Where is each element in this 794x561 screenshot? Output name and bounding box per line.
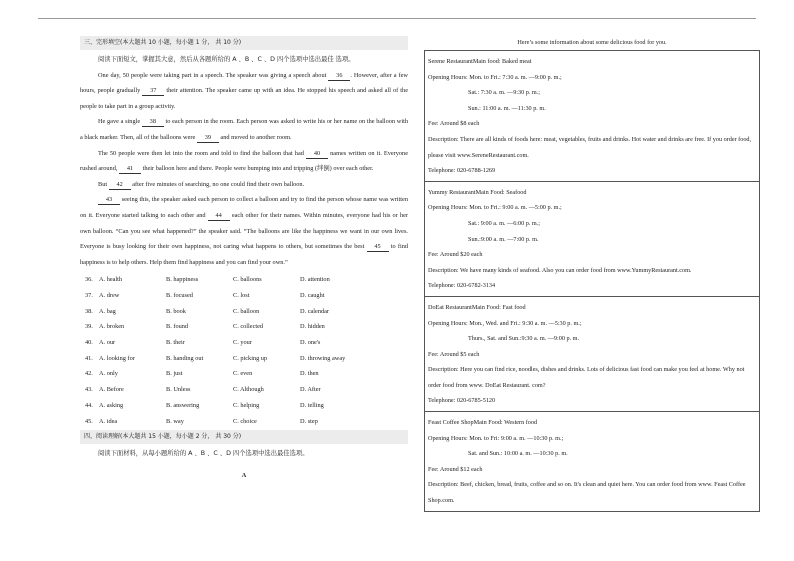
question-number: 38. — [85, 307, 93, 315]
option-b: B. answering — [166, 401, 200, 409]
option-a: A. only — [99, 370, 118, 378]
option-d: D. hidden — [300, 323, 325, 331]
restaurant-entry — [425, 181, 759, 296]
restaurant-entry — [425, 411, 759, 511]
entry-description: Description: Here you can find rice, noodles, dishes and drinks. Lots of delicious fast food can make you feel at home. Why not order food from www. DoEat Restaurant. com? — [428, 366, 745, 389]
entry-line: Feast Coffee ShopMain Food: Western food — [428, 419, 538, 427]
entry-line: Sat. and Sun.: 10:00 a. m. —10:30 p. m. — [468, 450, 568, 458]
entry-line: Opening Hours: Mon. to Fri.: 7:30 a. m. —9:00 p. m.; — [428, 73, 562, 81]
option-row — [80, 414, 408, 430]
option-row — [80, 366, 408, 382]
entry-line: Yummy RestaurantMain Food: Seafood — [428, 188, 527, 196]
option-b: B. their — [166, 339, 185, 347]
option-c: C. balloon — [233, 307, 260, 315]
option-d: D. calendar — [300, 307, 330, 315]
option-row — [80, 398, 408, 414]
entry-line: Sun.: 11:00 a. m. —11:30 p. m. — [468, 104, 546, 112]
blank-41: 41 — [119, 164, 141, 174]
option-b: B. found — [166, 323, 189, 331]
option-a: A. our — [99, 339, 116, 347]
section3-heading: 三、完形填空(本大题共 10 小题，每小题 1 分， 共 10 分) — [80, 36, 408, 50]
section4-instruction: 阅读下面材料，从每小题所给的 A 、B 、C 、D 四个选项中选出最佳选项。 — [98, 450, 309, 458]
blank-42: 42 — [109, 180, 131, 190]
entry-line: Serene RestaurantMain food: Baked meat — [428, 58, 532, 65]
option-d: D. attention — [300, 276, 330, 284]
question-number: 40. — [85, 339, 93, 347]
left-column — [80, 36, 408, 483]
option-d: D. telling — [300, 401, 324, 409]
passage-text: . However, after a few hours, people gradually — [80, 71, 408, 95]
restaurant-entry — [425, 296, 759, 411]
food-intro: Here’s some information about some delicious food for you. — [517, 39, 667, 46]
option-a: A. asking — [99, 401, 124, 409]
option-a: A. looking for — [99, 354, 135, 362]
option-a: A. bag — [99, 307, 116, 315]
header-rule — [38, 18, 756, 19]
entry-telephone: Telephone: 020-6782-3134 — [428, 282, 496, 290]
entry-line: Sat.: 9:00 a. m. —6:00 p. m.; — [468, 219, 541, 227]
entry-telephone: Telephone: 020-6788-1269 — [428, 167, 496, 175]
passage-text: after five minutes of searching, no one could find their own balloon. — [130, 180, 305, 188]
entry-line: DoEat RestaurantMain Food: Fast food — [428, 303, 526, 311]
option-a: A. broken — [99, 323, 125, 331]
blank-40: 40 — [306, 149, 328, 159]
passage-text: The 50 people were then let into the room and told to find the balloon that had — [98, 149, 307, 157]
entry-line: Fee: Around $20 each — [428, 251, 483, 259]
entry-line: Fee: Around $5 each — [428, 350, 480, 358]
option-c: C. choice — [233, 417, 257, 425]
option-row — [80, 382, 408, 398]
option-c: C. Although — [233, 386, 264, 394]
passage-paragraph — [80, 146, 408, 177]
option-b: B. Unless — [166, 386, 191, 394]
passage-paragraph — [80, 177, 408, 193]
option-row — [80, 351, 408, 367]
option-d: D. caught — [300, 292, 325, 299]
blank-38: 38 — [142, 117, 164, 127]
option-row — [80, 304, 408, 320]
blank-45: 45 — [367, 242, 389, 252]
entry-line: Opening Hours: Mon. to Fri.: 9:00 a. m. —5:00 p. m.; — [428, 204, 562, 212]
option-b: B. just — [166, 370, 183, 378]
option-a: A. health — [99, 276, 123, 284]
passage-text: their attention. The speaker came up with an idea. He stopped his speech and asked all of the people to take part in a group activity. — [80, 87, 408, 110]
passage-paragraph — [80, 68, 408, 115]
section3-instruction: 阅读下面短文，掌握其大意，然后从各题所给的 A 、B 、C 、D 四个选项中选出最佳 选项。 — [98, 56, 355, 63]
blank-39: 39 — [197, 133, 219, 143]
option-b: B. book — [166, 307, 186, 315]
restaurant-table — [424, 50, 760, 512]
option-a: A. drew — [99, 292, 120, 299]
passage-text: their balloon here and there. People were bumping into and tripping (绊倒) over each other. — [141, 165, 374, 173]
passage-paragraph — [80, 114, 408, 145]
question-number: 42. — [85, 370, 93, 378]
option-c: C. your — [233, 339, 252, 347]
option-b: B. happiness — [166, 276, 199, 284]
passage-text: to find happiness is to help others. Help them find happiness and you can find your own.” — [80, 243, 408, 266]
question-number: 37. — [85, 292, 93, 299]
option-c: C. picking up — [233, 354, 268, 362]
question-number: 39. — [85, 323, 93, 331]
passage-text: names written on it. Everyone rushed around, — [80, 149, 409, 173]
entry-description: Description: We have many kinds of seafood. Also you can order food from www.YummyRestaurant.com. — [428, 266, 692, 274]
entry-description: Description: Beef, chicken, bread, fruits, coffee and so on. It's clean and quiet here. You can order food from www. Feast Coffee Shop.com. — [428, 481, 746, 505]
section4-heading: 四、阅读理解(本大题共 15 小题，每小题 2 分， 共 30 分) — [80, 430, 408, 444]
option-d: D. throwing away — [300, 354, 346, 362]
question-number: 41. — [85, 354, 93, 362]
option-d: D. step — [300, 417, 318, 425]
question-number: 43. — [85, 386, 93, 394]
entry-line: Opening Hours: Mon., Wed. and Fri.: 9:30 a. m. —5:30 p. m.; — [428, 319, 582, 327]
question-number: 45. — [85, 417, 93, 425]
option-c: C. collected — [233, 323, 264, 331]
cloze-passage — [80, 68, 408, 271]
option-d: D. one's — [300, 339, 321, 347]
option-a: A. Before — [99, 386, 124, 394]
question-number: 44. — [85, 401, 93, 409]
entry-line: Sun.:9:00 a. m. —7:00 p. m. — [468, 235, 539, 243]
entry-line: Thurs., Sat. and Sun.:9:30 a. m. —9:00 p. m. — [468, 335, 580, 343]
passage-text: seeing this, the speaker asked each person to collect a balloon and try to find the person whose name was written on it. Everyone started talking to each other and — [80, 196, 408, 219]
option-c: C. even — [233, 370, 253, 378]
question-number: 36. — [85, 276, 93, 284]
passage-text: But — [98, 180, 109, 188]
passage-text: One day, 50 people were taking part in a speech. The speaker was giving a speech about — [98, 71, 329, 79]
entry-line: Fee: Around $12 each — [428, 465, 483, 473]
option-c: C. lost — [233, 292, 250, 299]
passage-text: and moved to another room. — [218, 133, 292, 141]
option-d: D. After — [300, 386, 321, 394]
entry-description: Description: There are all kinds of foods here: meat, vegetables, fruits and drinks. Hot water and drinks are free. If you order food, please visit www.SereneRestaurant.com. — [428, 135, 752, 159]
entry-line: Opening Hours: Mon. to Fri: 9:00 a. m. —10:30 p. m.; — [428, 434, 564, 442]
entry-telephone: Telephone: 020-6785-5120 — [428, 397, 496, 405]
blank-43: 43 — [98, 195, 120, 205]
option-row — [80, 335, 408, 351]
passage-text: He gave a single — [98, 118, 142, 126]
passage-text: each other for their names. Within minutes, everyone had his or her own balloon. “Can you see what happened?” the speaker said. “The balloons are like the happiness we want in our own lives. Everyone is busy looking for their own happiness, not caring what happens to others, but sometimes the best — [80, 211, 408, 251]
passage-paragraph — [80, 192, 408, 270]
option-c: C. balloons — [233, 276, 262, 284]
option-d: D. then — [300, 370, 319, 378]
option-b: B. handing out — [166, 354, 204, 362]
blank-36: 36 — [328, 71, 350, 81]
entry-line: Sat.: 7:30 a. m. —9:30 p. m.; — [468, 89, 541, 97]
option-row — [80, 288, 408, 304]
passage-text: to each person in the room. Each person was asked to write his or her name on the balloon with a black marker. Then, all of the balloons were — [80, 118, 408, 141]
option-c: C. helping — [233, 401, 260, 409]
restaurant-entry — [425, 51, 759, 181]
option-b: B. way — [166, 417, 184, 425]
passage-label: A — [241, 471, 247, 479]
option-a: A. idea — [99, 417, 118, 425]
blank-37: 37 — [142, 86, 164, 96]
option-row — [80, 319, 408, 335]
options-list — [80, 272, 408, 429]
entry-line: Fee: Around $8 each — [428, 120, 480, 128]
blank-44: 44 — [208, 211, 230, 221]
option-row — [80, 272, 408, 288]
option-b: B. focused — [166, 292, 193, 299]
right-column — [424, 36, 760, 512]
